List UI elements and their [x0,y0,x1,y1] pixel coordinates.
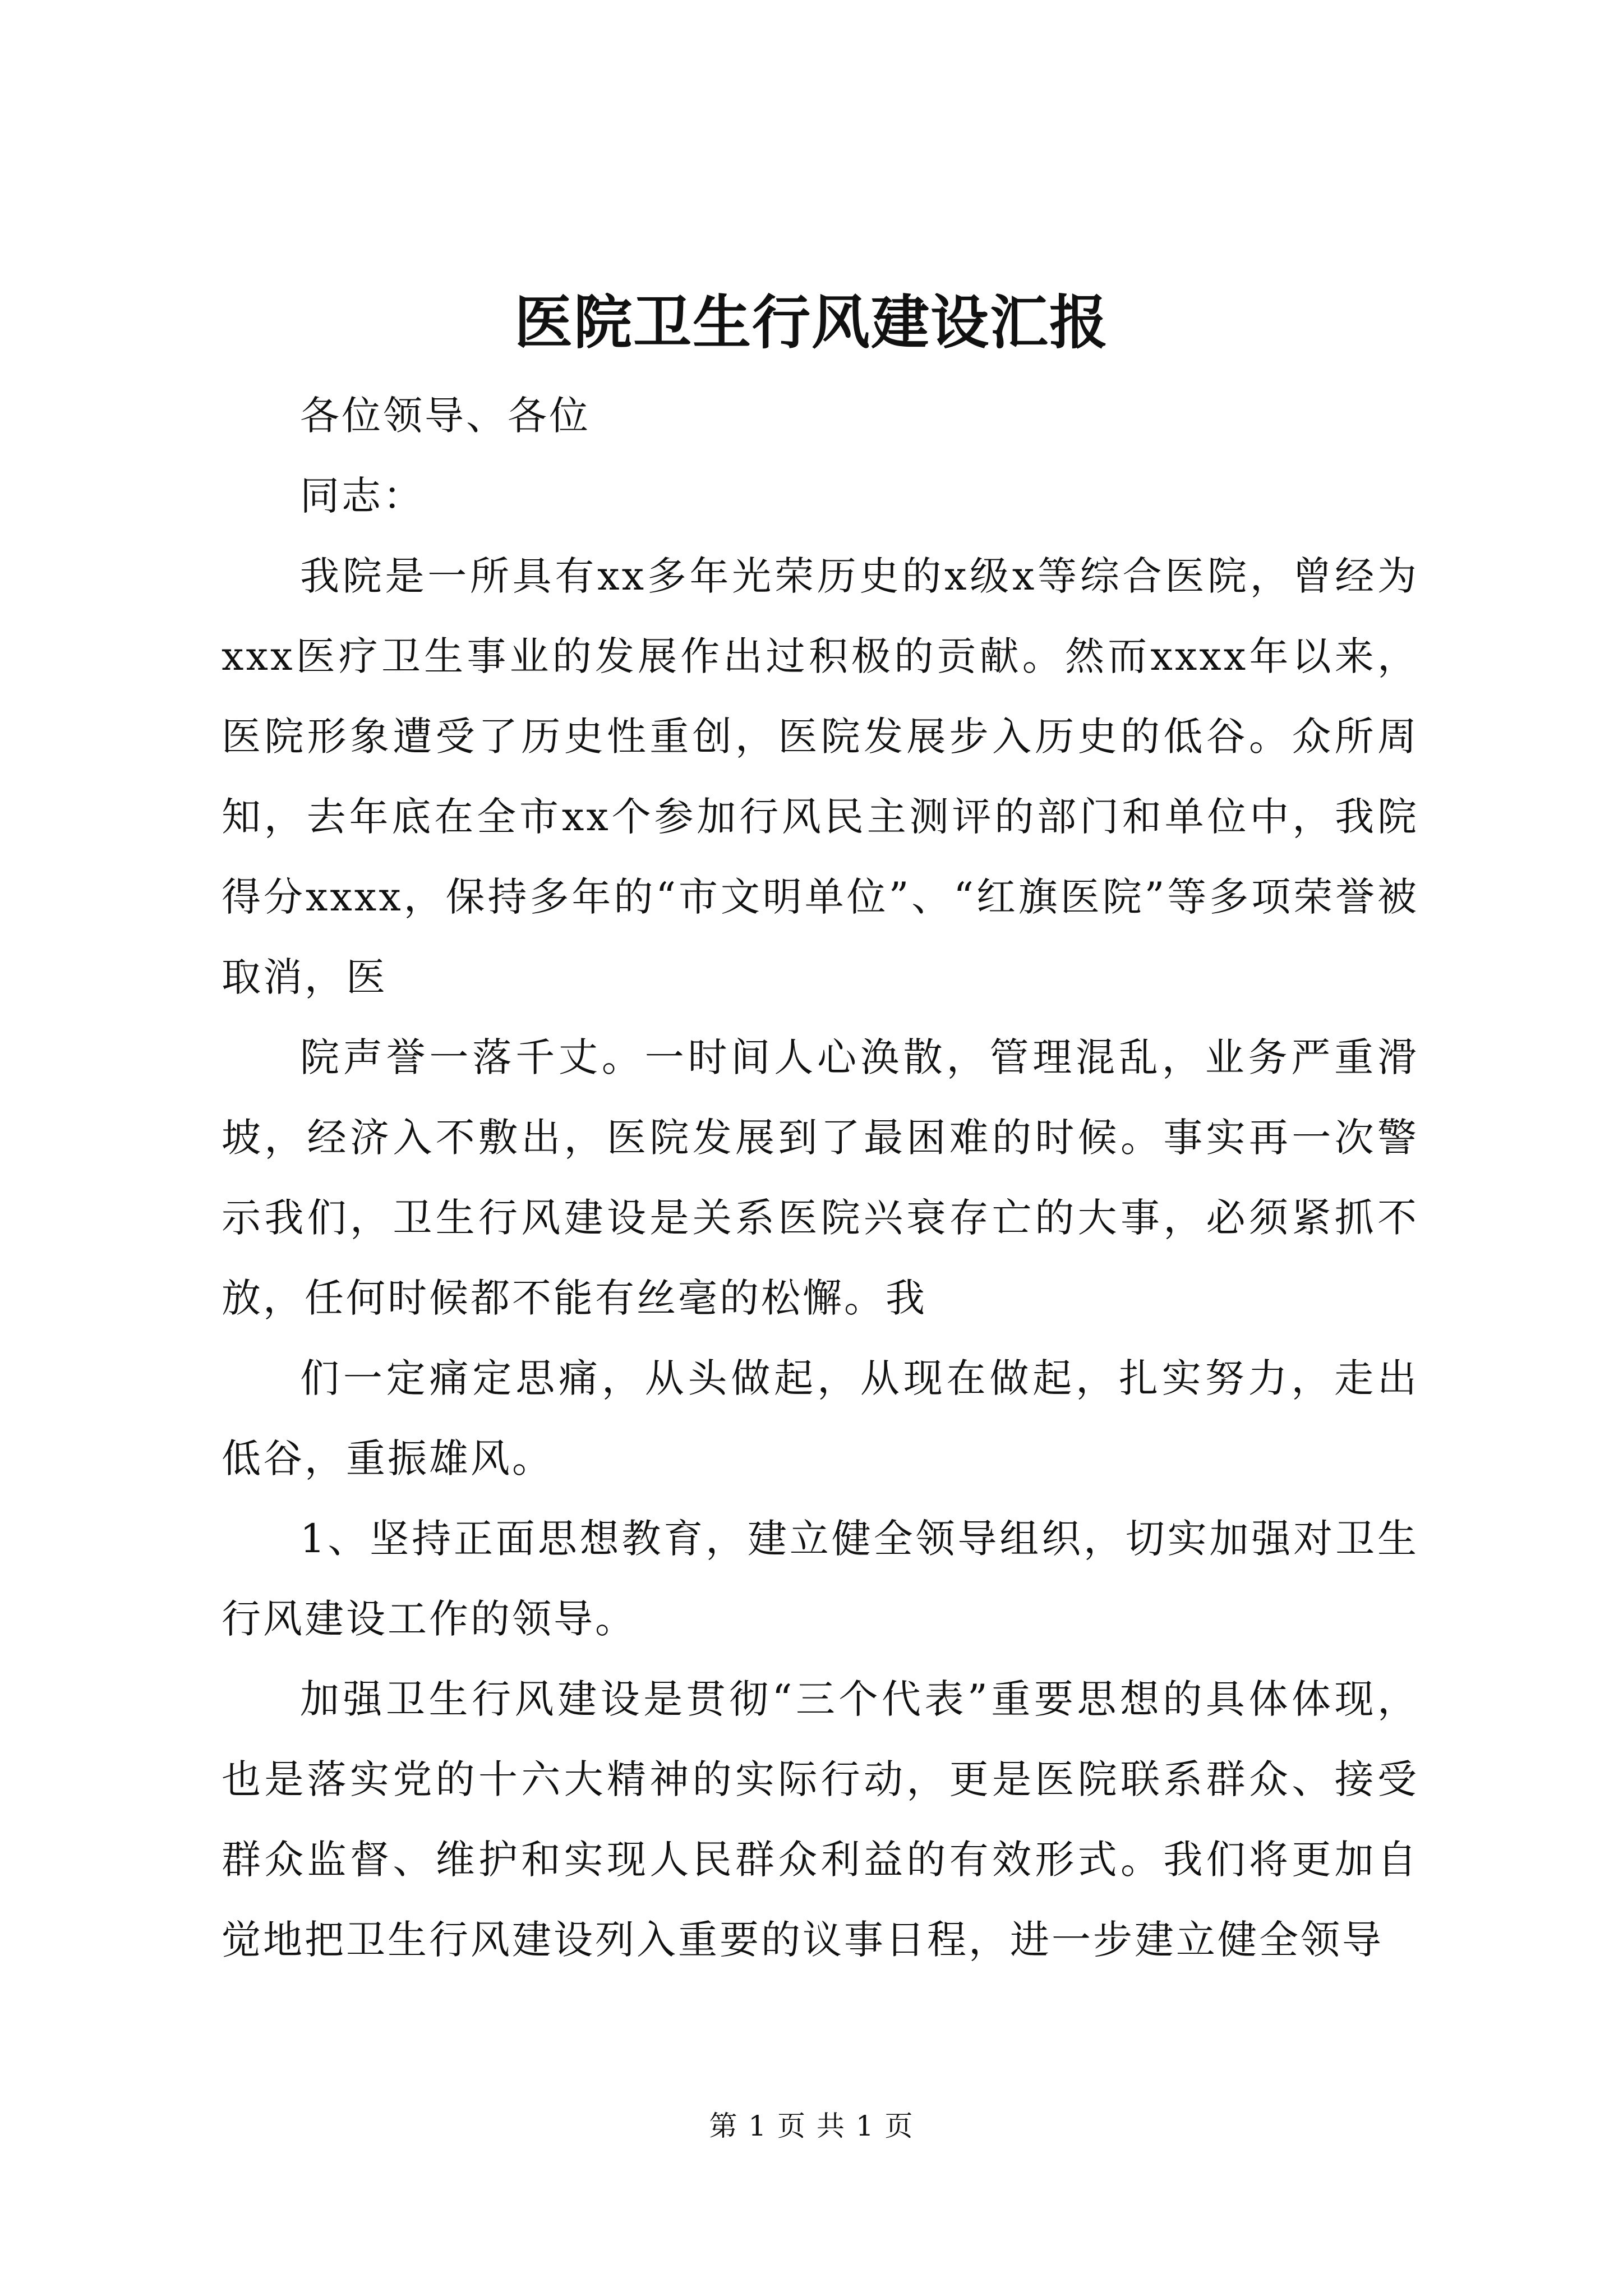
section-heading-1: 1、坚持正面思想教育，建立健全领导组织，切实加强对卫生行风建设工作的领导。 [222,1516,1419,1642]
document-title: 医院卫生行风建设汇报 [514,288,1109,357]
paragraph-strengthen-conduct: 加强卫生行风建设是贯彻“三个代表”重要思想的具体体现，也是落实党的十六大精神的实际行动，更是医院联系群众、接受群众监督、维护和实现人民群众利益的有效形式。我们将更加自觉地把卫生行风建设列入重要的议事日程，进一步建立健全领导 [222,1676,1419,1963]
paragraph-reputation-decline: 院声誉一落千丈。一时间人心涣散，管理混乱，业务严重滑坡，经济入不敷出，医院发展到了最困难的时候。事实再一次警示我们，卫生行风建设是关系医院兴衰存亡的大事，必须紧抓不放，任何时候都不能有丝毫的松懈。我 [222,1034,1419,1321]
page-footer: 第 1 页 共 1 页 [709,2110,914,2142]
paragraph-hospital-history: 我院是一所具有xx多年光荣历史的x级x等综合医院，曾经为xxx医疗卫生事业的发展作出过积极的贡献。然而xxxx年以来，医院形象遭受了历史性重创，医院发展步入历史的低谷。众所周知，去年底在全市xx个参加行风民主测评的部门和单位中，我院得分xxxx，保持多年的“市文明单位”、“红旗医院”等多项荣誉被取消，医 [222,553,1419,1000]
salutation-line-1: 各位领导、各位 [300,393,591,439]
salutation-line-2: 同志： [300,473,425,519]
paragraph-resolve: 们一定痛定思痛，从头做起，从现在做起，扎实努力，走出低谷，重振雄风。 [222,1355,1419,1481]
document-body [222,376,1419,1980]
